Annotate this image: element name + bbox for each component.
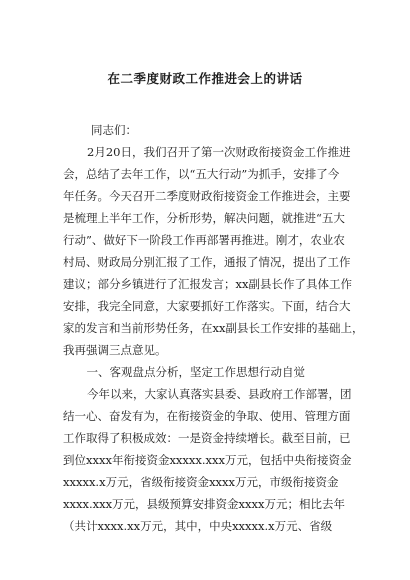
greeting: 同志们： bbox=[91, 123, 137, 137]
paragraph-line: 会，总结了去年工作，以“五大行动”为抓手，安排了今 bbox=[63, 167, 340, 181]
paragraph-line: 我再强调三点意见。 bbox=[63, 343, 167, 357]
document-body bbox=[63, 119, 364, 537]
section-heading: 一、客观盘点分析，坚定工作思想行动自觉 bbox=[75, 365, 305, 379]
paragraph-line: 行动”、做好下一阶段工作再部署再推进。刚才，农业农 bbox=[63, 233, 345, 247]
paragraph-line: 家的发言和当前形势任务，在xx副县长工作安排的基础上， bbox=[63, 321, 364, 335]
paragraph-line: 村局、财政局分别汇报了工作，通报了情况，提出了工作 bbox=[63, 255, 351, 269]
paragraph-line: 是梳理上半年工作，分析形势，解决问题，就推进“五大 bbox=[63, 211, 345, 225]
paragraph-line: 2月20日，我们召开了第一次财政衔接资金工作推进 bbox=[87, 145, 351, 159]
paragraph-line: 今年以来，大家认真落实县委、县政府工作部署，团 bbox=[87, 387, 352, 401]
paragraph-line: 建议；部分乡镇进行了汇报发言；xx副县长作了具体工作 bbox=[63, 277, 352, 291]
paragraph-line: 工作取得了积极成效：一是资金持续增长。截至目前，已 bbox=[63, 431, 351, 445]
paragraph-line: （共计xxxx.xx万元，其中，中央xxxxx.x万元、省级 bbox=[63, 519, 333, 533]
paragraph-line: 安排，我完全同意，大家要抓好工作落实。下面，结合大 bbox=[63, 299, 351, 313]
paragraph-line: xxxxx.x万元，省级衔接资金xxxx万元，市级衔接资金 bbox=[63, 475, 339, 489]
paragraph-line: 年任务。今天召开二季度财政衔接资金工作推进会，主要 bbox=[63, 189, 351, 203]
paragraph-line: 到位xxxx年衔接资金xxxxx.xxx万元，包括中央衔接资金 bbox=[63, 453, 352, 467]
paragraph-line: 结一心、奋发有为，在衔接资金的争取、使用、管理方面 bbox=[63, 409, 351, 423]
paragraph-line: xxxx.xxx万元，县级预算安排资金xxxx万元；相比去年 bbox=[63, 497, 345, 511]
document-title: 在二季度财政工作推进会上的讲话 bbox=[107, 71, 303, 86]
